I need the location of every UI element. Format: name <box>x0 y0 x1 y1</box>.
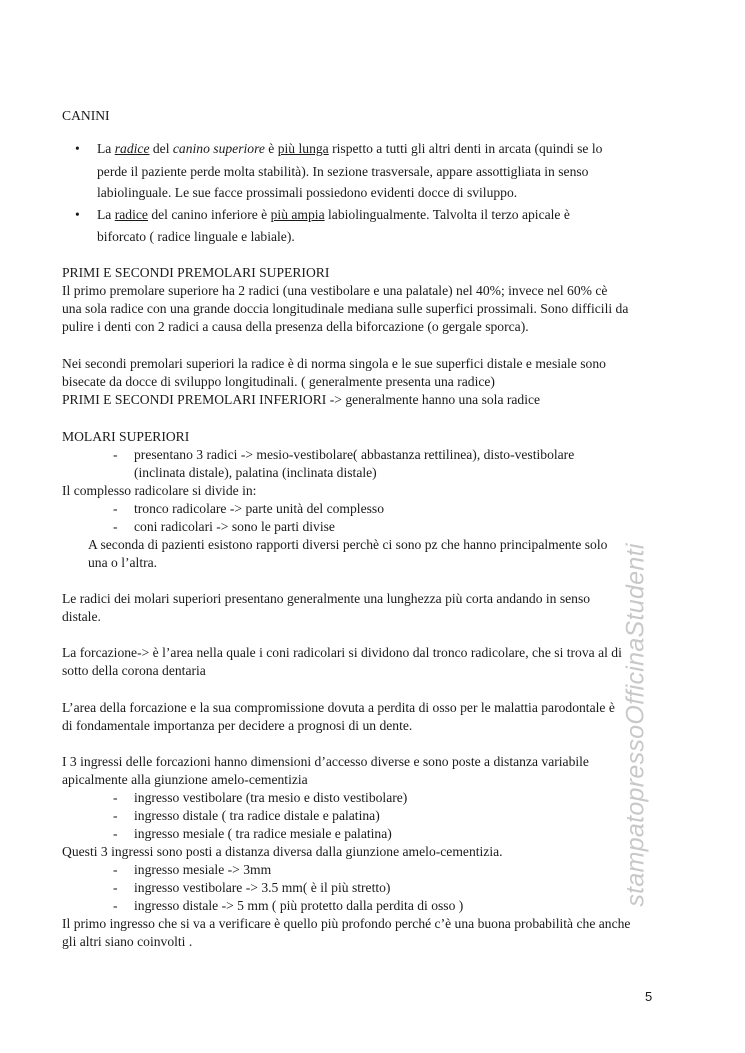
dash-marker: - <box>113 501 118 516</box>
text-line <box>134 789 407 807</box>
bullet-marker: • <box>75 141 80 156</box>
text-segment: Nei secondi premolari superiori la radice è di norma singola e le sue superfici distale e mesiale sono <box>62 356 606 371</box>
text-segment: ingresso distale ( tra radice distale e palatina) <box>134 808 380 823</box>
emphasized-text: radice <box>114 207 148 222</box>
text-segment: del canino inferiore è <box>147 207 271 222</box>
text-line <box>62 717 412 735</box>
dash-marker: - <box>113 898 118 913</box>
text-line <box>134 897 463 915</box>
text-segment: MOLARI SUPERIORI <box>62 429 190 444</box>
text-segment: pulire i denti con 2 radici a causa della presenza della biforcazione (o gergale sporca). <box>62 319 529 334</box>
text-line <box>88 536 607 554</box>
text-segment: ingresso mesiale ( tra radice mesiale e palatina) <box>134 826 392 841</box>
text-segment: Il complesso radicolare si divide in: <box>62 483 257 498</box>
bullet-marker: • <box>75 207 80 222</box>
text-line <box>97 206 570 224</box>
text-segment: La <box>97 207 115 222</box>
text-line <box>62 318 529 336</box>
text-segment: distale. <box>62 609 101 624</box>
text-line <box>134 879 390 897</box>
text-line <box>62 300 628 318</box>
text-line <box>97 228 295 246</box>
text-line <box>134 825 392 843</box>
text-line <box>134 464 377 482</box>
dash-marker: - <box>113 519 118 534</box>
emphasized-text: più lunga <box>277 141 329 156</box>
text-line <box>62 355 606 373</box>
text-line <box>134 500 384 518</box>
text-segment: apicalmente alla giunzione amelo-cementizia <box>62 772 308 787</box>
text-segment: ingresso vestibolare (tra mesio e disto vestibolare) <box>134 790 408 805</box>
text-segment: Il primo premolare superiore ha 2 radici (una vestibolare e una palatale) nel 40%; invece nel 60% cè <box>62 283 608 298</box>
text-line <box>88 554 157 572</box>
text-segment: tronco radicolare -> parte unità del complesso <box>134 501 384 516</box>
text-segment: una sola radice con una grande doccia longitudinale mediana sulle superfici prossimali. Sono difficili da <box>62 301 629 316</box>
text-segment: Il primo ingresso che si va a verificare è quello più profondo perché c’è una buona probabilità che anche <box>62 916 631 931</box>
text-segment: labiolingualmente. Talvolta il terzo apicale è <box>324 207 570 222</box>
text-segment: PRIMI E SECONDI PREMOLARI SUPERIORI <box>62 265 330 280</box>
text-segment: A seconda di pazienti esistono rapporti diversi perchè ci sono pz che hanno principalmente solo <box>88 537 608 552</box>
text-line <box>62 264 329 282</box>
emphasized-text: canino superiore <box>172 141 265 156</box>
text-line <box>62 699 615 717</box>
text-line <box>62 933 192 951</box>
text-line <box>62 608 101 626</box>
text-segment: L’area della forcazione e la sua compromissione dovuta a perdita di osso per le malattia parodontale è <box>62 700 615 715</box>
text-line <box>62 753 589 771</box>
text-line <box>97 184 517 202</box>
text-segment: La <box>97 141 115 156</box>
emphasized-text: radice <box>114 141 150 156</box>
text-line <box>134 518 335 536</box>
dash-marker: - <box>113 808 118 823</box>
text-segment: CANINI <box>62 108 110 123</box>
text-line <box>62 107 110 125</box>
text-line <box>62 373 495 391</box>
text-segment: presentano 3 radici -> mesio-vestibolare( abbastanza rettilinea), disto-vestibolare <box>134 447 575 462</box>
text-segment: del <box>149 141 173 156</box>
text-line <box>62 482 256 500</box>
text-line <box>62 662 206 680</box>
text-segment: (inclinata distale), palatina (inclinata distale) <box>134 465 377 480</box>
dash-marker: - <box>113 447 118 462</box>
text-segment: è <box>264 141 278 156</box>
dash-marker: - <box>113 862 118 877</box>
text-segment: I 3 ingressi delle forcazioni hanno dimensioni d’accesso diverse e sono poste a distanza variabile <box>62 754 589 769</box>
page-number: 5 <box>645 989 653 1004</box>
emphasized-text: più ampia <box>270 207 325 222</box>
text-line <box>62 590 590 608</box>
watermark: stampatopressoOfficinaStudenti <box>621 543 650 907</box>
text-segment: sotto della corona dentaria <box>62 663 206 678</box>
text-segment: PRIMI E SECONDI PREMOLARI INFERIORI -> generalmente hanno una sola radice <box>62 392 541 407</box>
dash-marker: - <box>113 826 118 841</box>
dash-marker: - <box>113 880 118 895</box>
text-segment: una o l’altra. <box>88 555 158 570</box>
text-line <box>97 140 602 158</box>
text-segment: Questi 3 ingressi sono posti a distanza diversa dalla giunzione amelo-cementizia. <box>62 844 503 859</box>
dash-marker: - <box>113 790 118 805</box>
text-segment: ingresso vestibolare -> 3.5 mm( è il più stretto) <box>134 880 391 895</box>
text-line <box>62 771 308 789</box>
text-line <box>62 644 622 662</box>
text-segment: rispetto a tutti gli altri denti in arcata (quindi se lo <box>328 141 603 156</box>
text-segment: coni radicolari -> sono le parti divise <box>134 519 335 534</box>
text-segment: labiolinguale. Le sue facce prossimali possiedono evidenti docce di sviluppo. <box>97 185 518 200</box>
text-segment: La forcazione-> è l’area nella quale i coni radicolari si dividono dal tronco radicolare, che si trova al di <box>62 645 622 660</box>
text-segment: di fondamentale importanza per decidere a prognosi di un dente. <box>62 718 413 733</box>
text-line <box>134 861 271 879</box>
text-line <box>97 163 588 181</box>
text-line <box>62 843 503 861</box>
text-line <box>62 915 630 933</box>
text-segment: ingresso distale -> 5 mm ( più protetto dalla perdita di osso ) <box>134 898 464 913</box>
text-segment: perde il paziente perde molta stabilità). In sezione trasversale, appare assottigliata in senso <box>97 164 589 179</box>
text-segment: biforcato ( radice linguale e labiale). <box>97 229 295 244</box>
text-segment: gli altri siano coinvolti . <box>62 934 193 949</box>
text-segment: ingresso mesiale -> 3mm <box>134 862 272 877</box>
text-line <box>62 282 607 300</box>
text-line <box>62 428 189 446</box>
text-segment: bisecate da docce di sviluppo longitudinali. ( generalmente presenta una radice) <box>62 374 495 389</box>
text-line <box>134 446 574 464</box>
text-line <box>62 391 540 409</box>
text-line <box>134 807 380 825</box>
text-segment: Le radici dei molari superiori presentano generalmente una lunghezza più corta andando in senso <box>62 591 591 606</box>
